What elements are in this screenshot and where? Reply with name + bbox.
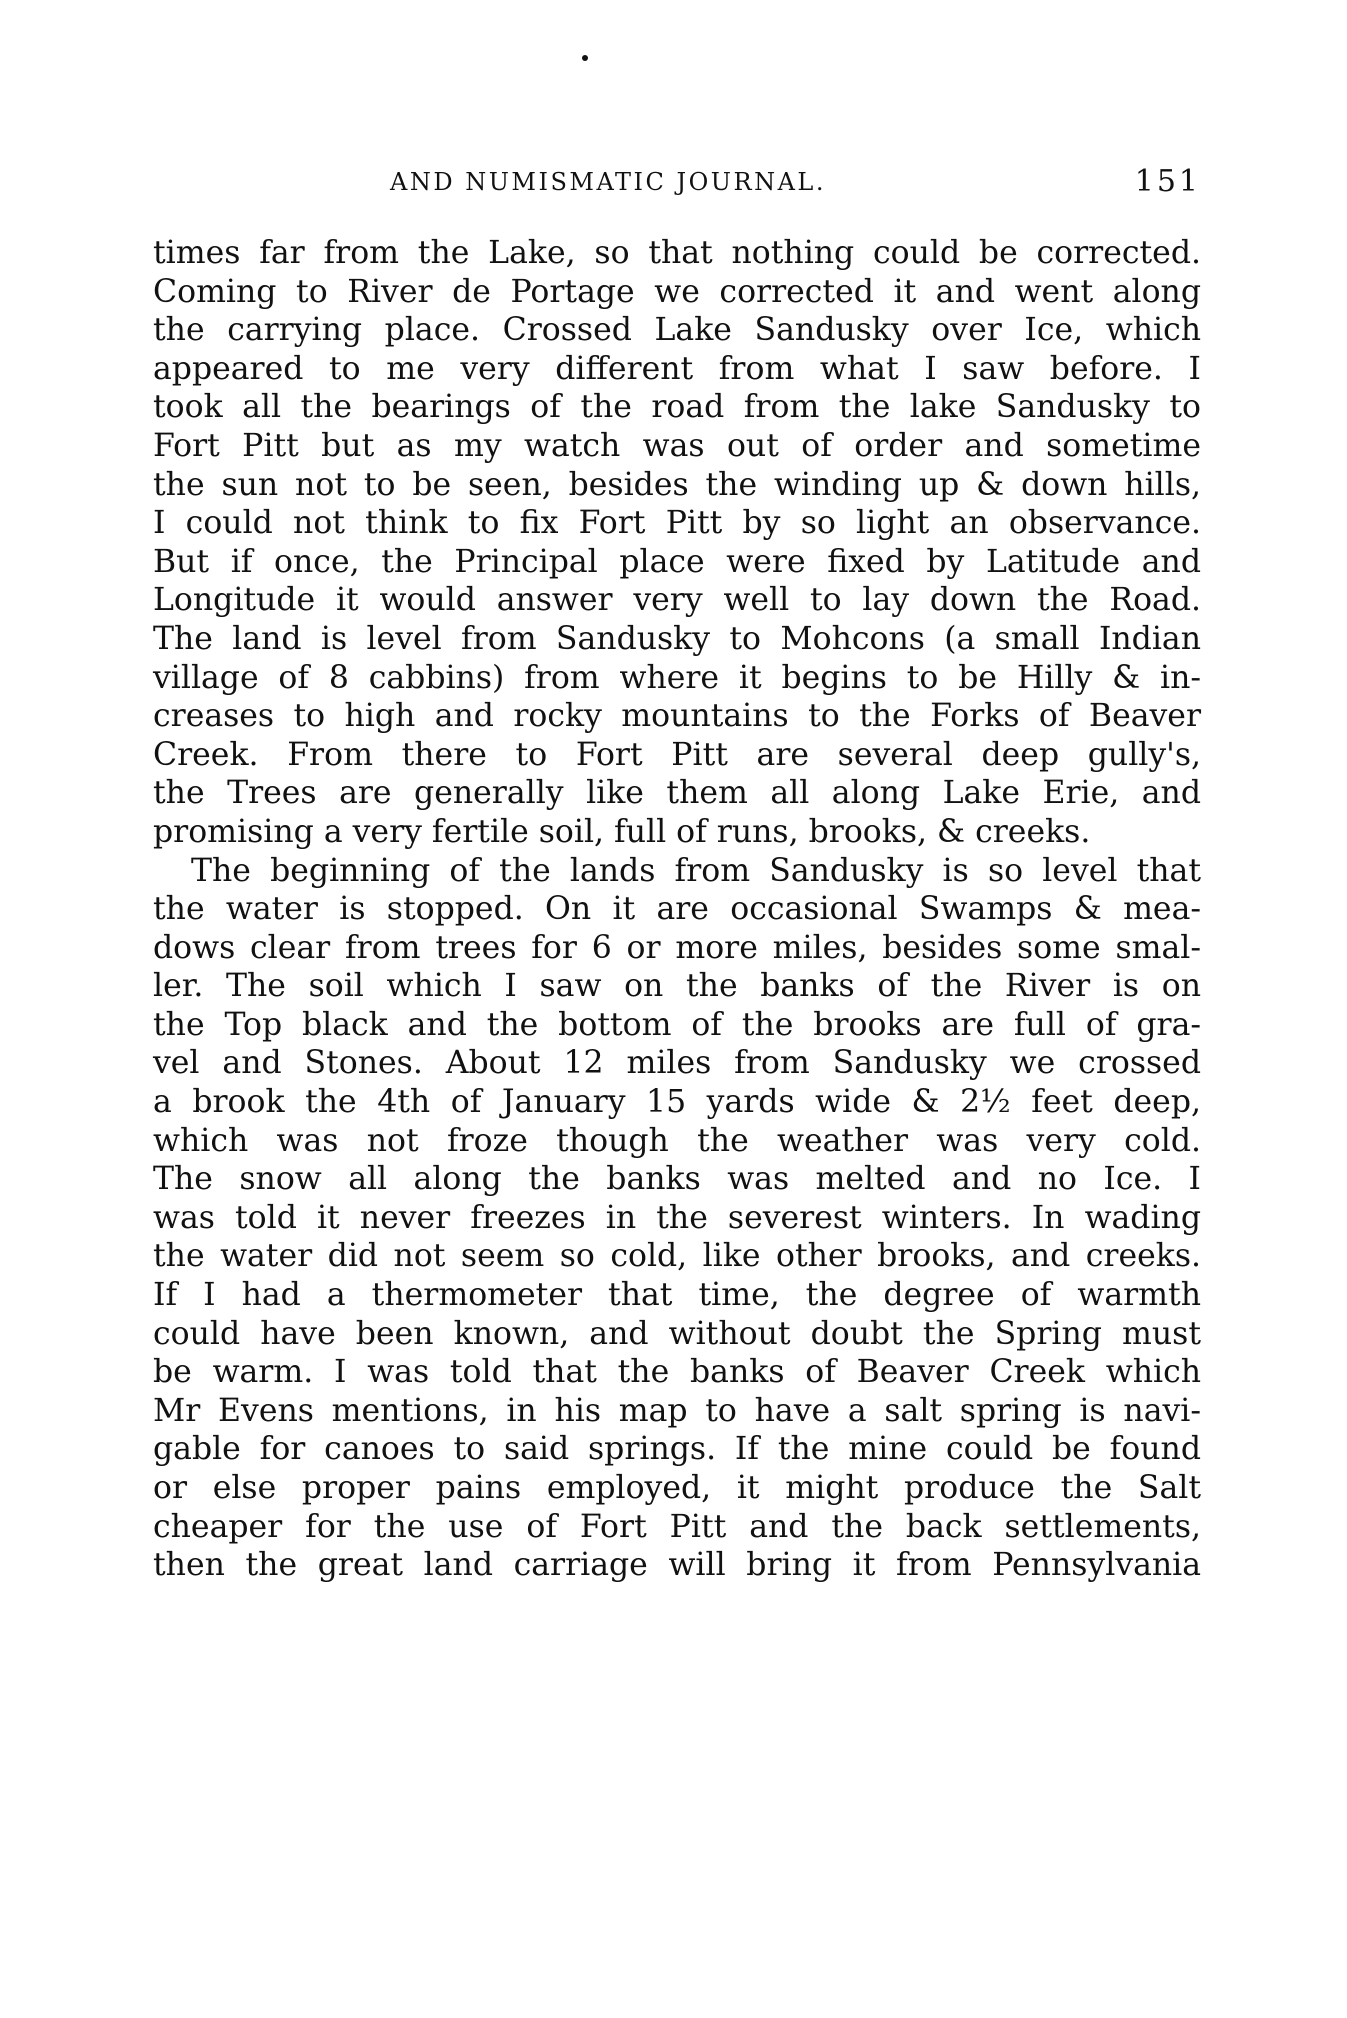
text-line: which was not froze though the weather was very cold. bbox=[153, 1122, 1201, 1159]
text-line: gable for canoes to said springs. If the mine could be found bbox=[153, 1431, 1201, 1468]
text-line: Fort Pitt but as my watch was out of order and sometime bbox=[153, 427, 1201, 464]
text-line: The beginning of the lands from Sandusky is so level that bbox=[191, 852, 1201, 889]
text-line: appeared to me very different from what I saw before. I bbox=[153, 350, 1201, 387]
text-line: vel and Stones. About 12 miles from Sandusky we crossed bbox=[153, 1045, 1201, 1082]
text-line: But if once, the Principal place were fixed by Latitude and bbox=[153, 543, 1201, 580]
paragraph-1 bbox=[153, 234, 1201, 852]
text-line: Mr Evens mentions, in his map to have a salt spring is navi- bbox=[153, 1392, 1201, 1429]
text-line: the Top black and the bottom of the brooks are full of gra- bbox=[153, 1006, 1201, 1043]
text-line: The land is level from Sandusky to Mohcons (a small Indian bbox=[153, 620, 1201, 657]
text-line: be warm. I was told that the banks of Beaver Creek which bbox=[153, 1354, 1201, 1391]
running-head bbox=[153, 162, 1201, 202]
text-line: I could not think to fix Fort Pitt by so light an observance. bbox=[153, 505, 1201, 542]
text-line: ler. The soil which I saw on the banks of the River is on bbox=[153, 968, 1201, 1005]
text-line: took all the bearings of the road from the lake Sandusky to bbox=[153, 389, 1201, 426]
text-line: then the great land carriage will bring it from Pennsylvania bbox=[153, 1547, 1201, 1584]
body-text bbox=[153, 234, 1201, 1585]
text-line: The snow all along the banks was melted and no Ice. I bbox=[153, 1161, 1201, 1198]
text-line: or else proper pains employed, it might produce the Salt bbox=[153, 1470, 1201, 1506]
text-line: cheaper for the use of Fort Pitt and the back settlements, bbox=[153, 1508, 1201, 1545]
text-line: the water did not seem so cold, like other brooks, and creeks. bbox=[153, 1238, 1201, 1275]
text-line: a brook the 4th of January 15 yards wide & 2½ feet deep, bbox=[153, 1084, 1201, 1121]
text-line: the carrying place. Crossed Lake Sandusky over Ice, which bbox=[153, 312, 1201, 349]
text-line: the sun not to be seen, besides the winding up & down hills, bbox=[153, 466, 1201, 503]
text-line: dows clear from trees for 6 or more miles, besides some smal- bbox=[153, 929, 1201, 966]
text-line: Coming to River de Portage we corrected it and went along bbox=[153, 273, 1201, 310]
text-line: Longitude it would answer very well to lay down the Road. bbox=[153, 582, 1201, 619]
paragraph-2 bbox=[153, 852, 1201, 1585]
ink-speck bbox=[582, 55, 588, 61]
text-line: promising a very fertile soil, full of runs, brooks, & creeks. bbox=[153, 813, 1091, 850]
text-line: was told it never freezes in the severest winters. In wading bbox=[153, 1199, 1201, 1236]
text-line: the Trees are generally like them all along Lake Erie, and bbox=[153, 775, 1201, 812]
page-number: 151 bbox=[1134, 164, 1201, 199]
running-title: AND NUMISMATIC JOURNAL. bbox=[390, 168, 826, 196]
text-line: Creek. From there to Fort Pitt are several deep gully's, bbox=[153, 736, 1201, 773]
text-line: creases to high and rocky mountains to the Forks of Beaver bbox=[153, 698, 1201, 735]
text-line: village of 8 cabbins) from where it begins to be Hilly & in- bbox=[153, 659, 1201, 696]
text-line: the water is stopped. On it are occasional Swamps & mea- bbox=[153, 891, 1201, 928]
text-line: If I had a thermometer that time, the degree of warmth bbox=[153, 1277, 1201, 1314]
text-line: could have been known, and without doubt the Spring must bbox=[153, 1315, 1201, 1352]
text-line: times far from the Lake, so that nothing could be corrected. bbox=[153, 235, 1201, 271]
